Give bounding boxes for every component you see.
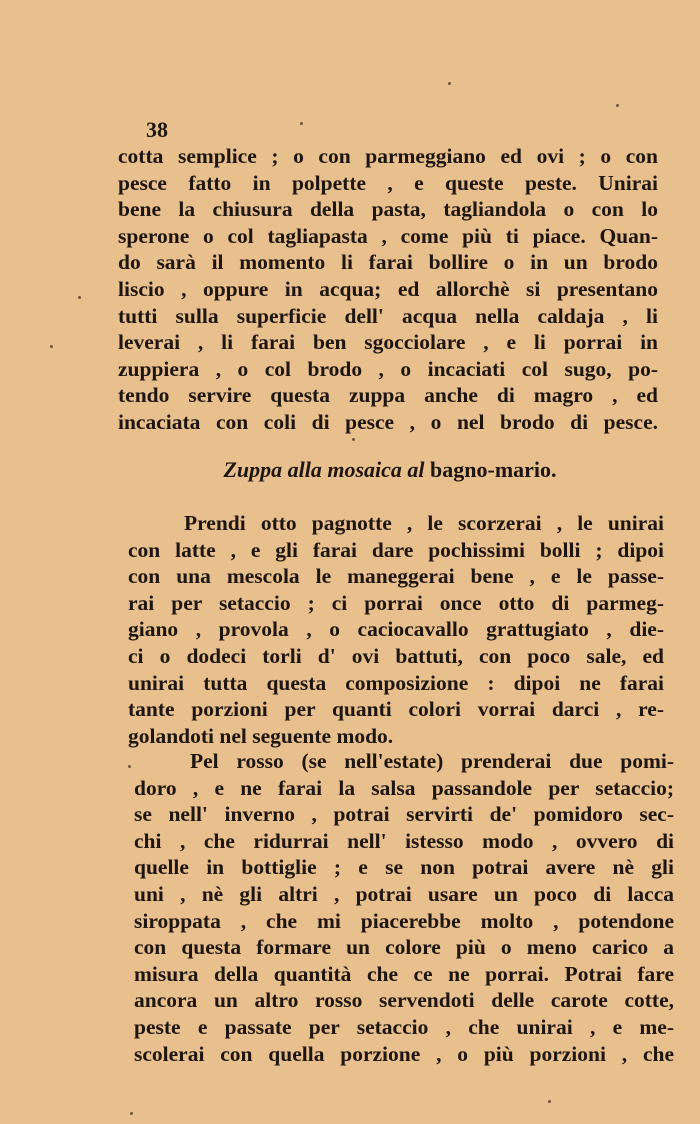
text-line: ancora un altro rosso servendoti delle carote cotte, (134, 988, 674, 1013)
text-line: con una mescola le maneggerai bene , e le passe- (128, 564, 664, 589)
text-line: ci o dodeci torli d' ovi battuti, con poco sale, ed (128, 643, 664, 668)
text-line: tendo servire questa zuppa anche di magro , ed (118, 383, 658, 408)
text-line: quelle in bottiglie ; e se non potrai avere nè gli (134, 855, 674, 880)
paper-speck (448, 82, 451, 85)
recipe-heading (0, 457, 700, 483)
text-line: Pel rosso (se nell'estate) prenderai due pomi- (190, 749, 674, 773)
text-line: unirai tutta questa composizione : dipoi ne farai (128, 670, 664, 695)
text-line: se nell' inverno , potrai servirti de' pomidoro sec- (134, 802, 674, 827)
heading-italic: Zuppa alla mosaica al (223, 457, 425, 482)
text-line: sperone o col tagliapasta , come più ti piace. Quan- (118, 223, 658, 248)
text-line: tante porzioni per quanti colori vorrai darci , re- (128, 697, 664, 722)
paper-speck (300, 122, 303, 125)
text-line: zuppiera , o col brodo , o incaciati col sugo, po- (118, 356, 658, 381)
text-line: uni , nè gli altri , potrai usare un poco di lacca (134, 881, 674, 906)
text-line: siroppata , che mi piacerebbe molto , potendone (134, 908, 674, 933)
text-line: Prendi otto pagnotte , le scorzerai , le unirai (184, 511, 664, 535)
paper-speck (78, 296, 81, 299)
paragraph-3 (134, 748, 674, 1067)
paper-speck (548, 1100, 551, 1103)
paper-speck (616, 104, 619, 107)
text-line: do sarà il momento li farai bollire o in un brodo (118, 250, 658, 275)
text-line: golandoti nel seguente modo. (128, 723, 394, 748)
paper-speck (128, 765, 131, 768)
text-line: rai per setaccio ; ci porrai once otto di parmeg- (128, 590, 664, 615)
text-line: tutti sulla superficie dell' acqua nella caldaja , li (118, 303, 658, 328)
text-line: liscio , oppure in acqua; ed allorchè si presentano (118, 276, 658, 301)
heading-roman: bagno-mario. (430, 457, 557, 482)
paper-speck (352, 438, 355, 441)
paragraph-2 (128, 510, 664, 749)
text-line: con questa formare un colore più o meno carico a (134, 935, 674, 960)
text-line: pesce fatto in polpette , e queste peste. Unirai (118, 170, 658, 195)
paragraph-1 (118, 143, 658, 436)
text-line: scolerai con quella porzione , o più porzioni , che (134, 1041, 674, 1066)
page-number: 38 (146, 117, 168, 142)
text-line: cotta semplice ; o con parmeggiano ed ovi ; o con (118, 144, 658, 168)
text-line: giano , provola , o caciocavallo grattugiato , die- (128, 617, 664, 642)
text-line: chi , che ridurrai nell' istesso modo , ovvero di (134, 828, 674, 853)
text-line: incaciata con coli di pesce , o nel brodo di pesce. (118, 409, 658, 434)
text-line: con latte , e gli farai dare pochissimi bolli ; dipoi (128, 537, 664, 562)
text-line: doro , e ne farai la salsa passandole per setaccio; (134, 775, 674, 800)
text-line: leverai , li farai ben sgocciolare , e li porrai in (118, 330, 658, 355)
text-line: bene la chiusura della pasta, tagliandola o con lo (118, 197, 658, 222)
paper-speck (50, 345, 53, 348)
text-line: misura della quantità che ce ne porrai. Potrai fare (134, 961, 674, 986)
paper-speck (130, 1112, 133, 1115)
text-line: peste e passate per setaccio , che unirai , e me- (134, 1014, 674, 1039)
